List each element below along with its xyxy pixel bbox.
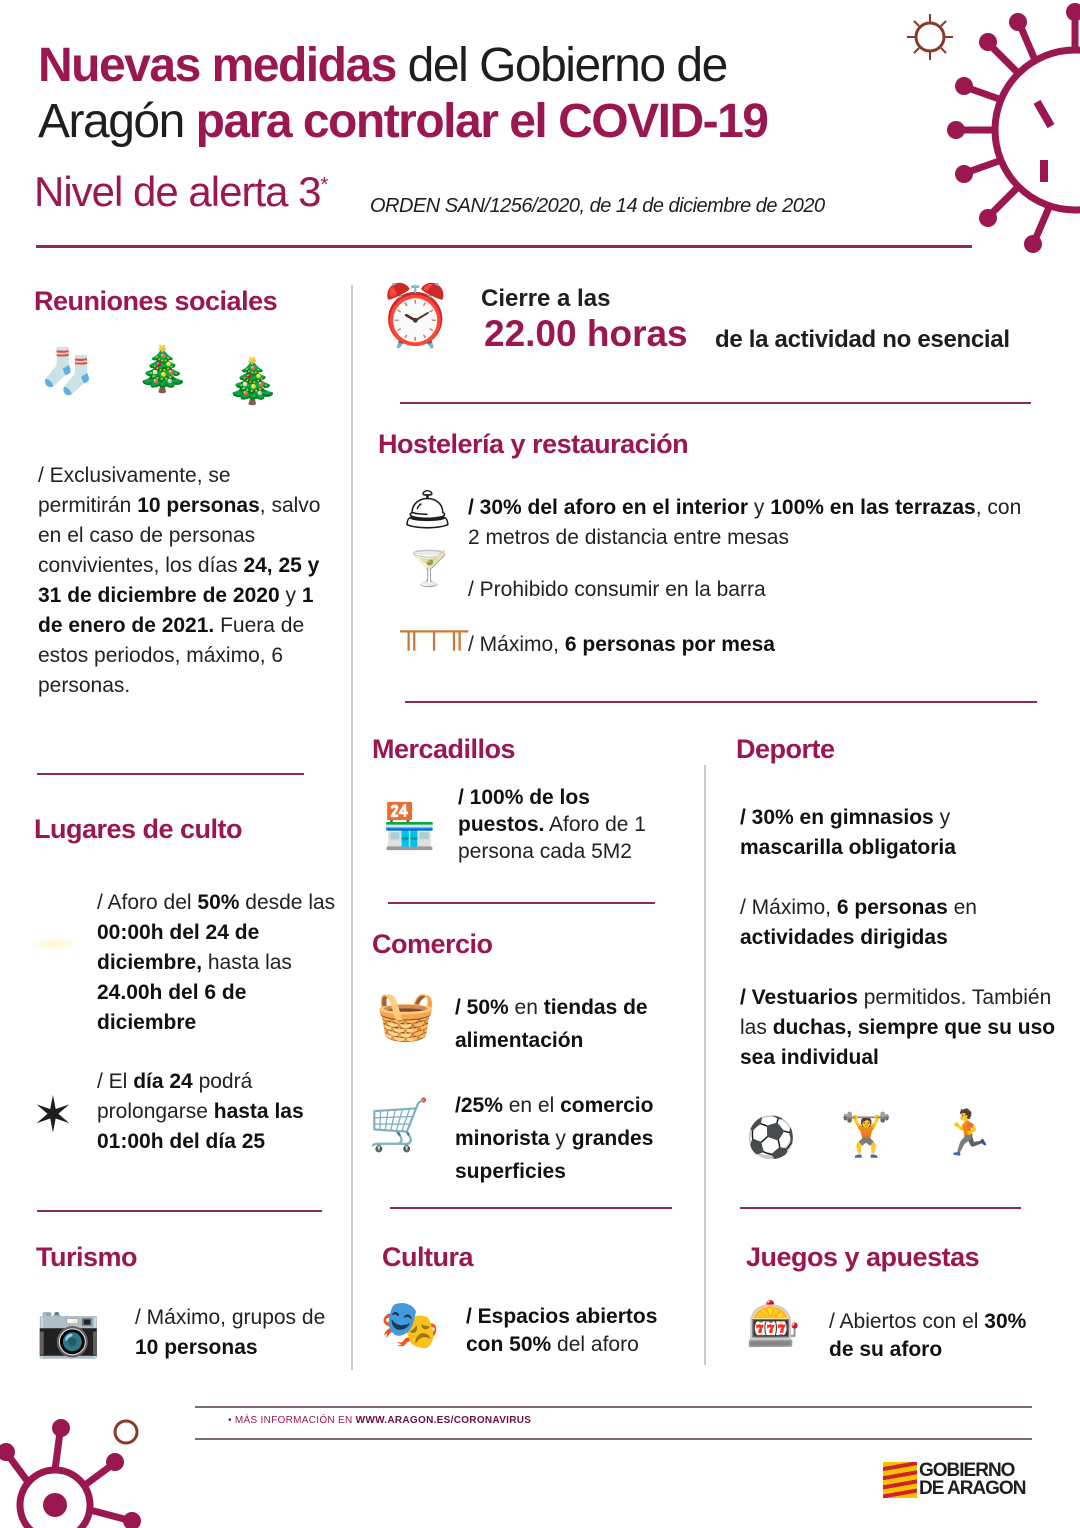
reuniones-text — [38, 461, 323, 701]
runner-icon: 🏃 — [940, 1109, 995, 1158]
cultura-text — [466, 1303, 696, 1359]
bold-text-segment: mascarilla obligatoria — [740, 836, 956, 859]
bold-text-segment: / 100% de los puestos. — [458, 786, 590, 836]
cocktail-icon: 🍸 — [408, 550, 451, 588]
section-heading-juegos: Juegos y apuestas — [746, 1242, 980, 1272]
bold-text-segment: grandes superficies — [455, 1127, 654, 1183]
order-reference: ORDEN SAN/1256/2020, de 14 de diciembre de 2020 — [370, 195, 825, 217]
sparkle-icon — [30, 938, 80, 950]
bold-text-segment: día 24 — [133, 1070, 193, 1093]
bold-text-segment: / Vestuarios — [740, 986, 858, 1009]
logo-line1: GOBIERNO — [919, 1460, 1015, 1481]
text-segment: / Máximo, — [740, 896, 837, 919]
turismo-text — [135, 1303, 335, 1363]
aragon-flag-icon — [883, 1462, 917, 1498]
bold-text-segment: / 50% — [455, 996, 509, 1019]
section-heading-comercio: Comercio — [372, 929, 493, 959]
market-stall-icon: 🏪 — [382, 802, 437, 851]
text-segment: / Abiertos con el — [829, 1310, 985, 1333]
text-segment: y — [549, 1127, 572, 1150]
text-segment: Fuera de estos periodos, máximo, 6 personas. — [38, 614, 305, 697]
divider — [388, 902, 655, 904]
text-segment: hasta las — [202, 951, 292, 974]
text-segment: desde las — [239, 891, 336, 914]
soccer-ball-icon: ⚽ — [746, 1116, 796, 1160]
divider — [195, 1406, 1032, 1408]
divider — [400, 402, 1031, 404]
alarm-clock-icon: ⏰ — [378, 282, 453, 349]
grocery-basket-icon: 🧺 — [376, 990, 436, 1043]
hosteleria-item — [468, 575, 1028, 605]
hosteleria-item — [468, 493, 1038, 553]
bold-text-segment: 24, 25 y 31 de diciembre de 2020 — [38, 554, 320, 607]
alert-level-text: Nivel de alerta 3 — [34, 168, 321, 215]
star-icon: ✶ — [32, 1087, 74, 1143]
closing-label: Cierre a las — [481, 285, 611, 312]
comercio-item — [455, 991, 695, 1057]
bold-text-segment: 1 de enero de 2021. — [38, 584, 314, 637]
deporte-item — [740, 983, 1060, 1073]
hosteleria-item — [468, 630, 1028, 660]
divider — [740, 1207, 1021, 1209]
divider — [37, 1210, 322, 1212]
bold-text-segment: / 30% en gimnasios — [740, 806, 934, 829]
closing-time: 22.00 horas — [484, 313, 688, 354]
bold-text-segment: 30% de su aforo — [829, 1310, 1027, 1361]
text-segment: en el — [502, 1094, 561, 1117]
alert-level — [34, 168, 327, 216]
bold-text-segment: 10 personas — [135, 1336, 258, 1359]
section-heading-reuniones: Reuniones sociales — [34, 286, 278, 316]
text-segment: , salvo en el caso de personas convivientes, los días — [38, 494, 321, 577]
text-segment: / Máximo, grupos de — [135, 1306, 326, 1329]
text-segment: del Gobierno de — [395, 39, 727, 92]
divider — [405, 701, 1037, 703]
deporte-item — [740, 893, 1040, 953]
bold-text-segment: 6 personas por mesa — [564, 633, 775, 656]
deporte-item — [740, 803, 1040, 863]
text-segment: podrá prolongarse — [97, 1070, 253, 1123]
text-segment: permitidos. También las — [740, 986, 1052, 1039]
more-info: • MÁS INFORMACIÓN EN WWW.ARAGON.ES/CORONAVIRUS — [228, 1415, 532, 1426]
bold-text-segment: 100% en las terrazas — [770, 496, 976, 519]
more-info-link[interactable]: WWW.ARAGON.ES/CORONAVIRUS — [355, 1415, 532, 1426]
divider — [195, 1438, 1032, 1440]
theater-masks-icon: 🎭 — [380, 1299, 440, 1352]
bold-text-segment: para controlar el COVID-19 — [195, 95, 768, 148]
column-divider — [351, 285, 353, 1370]
text-segment: y — [748, 496, 771, 519]
asterisk: * — [320, 174, 328, 196]
section-heading-deporte: Deporte — [736, 734, 835, 764]
cloche-icon: 🛎 — [402, 488, 453, 532]
text-segment: / Aforo del — [97, 891, 198, 914]
virus-icon — [0, 1410, 150, 1528]
comercio-item — [455, 1089, 700, 1188]
column-divider — [704, 765, 706, 1365]
text-segment: en — [508, 996, 544, 1019]
divider — [36, 245, 972, 248]
text-segment: , con 2 metros de distancia entre mesas — [468, 496, 1022, 549]
virus-icon — [940, 0, 1080, 260]
text-segment: / Prohibido consumir en la barra — [468, 578, 766, 601]
section-heading-turismo: Turismo — [36, 1242, 138, 1272]
bold-text-segment: duchas, siempre que su uso sea individual — [740, 1016, 1056, 1069]
more-info-label: MÁS INFORMACIÓN EN — [234, 1415, 356, 1426]
page-title — [38, 38, 767, 150]
bold-text-segment: 10 personas — [137, 494, 260, 517]
camera-icon: 📷 — [36, 1302, 101, 1360]
text-segment: Aragón — [38, 95, 196, 148]
closing-suffix: de la actividad no esencial — [715, 326, 1010, 353]
culto-item — [97, 888, 347, 1038]
text-segment: del aforo — [551, 1333, 639, 1356]
bold-text-segment: / Espacios abiertos con 50% — [466, 1305, 658, 1356]
text-segment: / El — [97, 1070, 134, 1093]
poker-chips-icon: 🎰 — [746, 1300, 801, 1349]
table-chairs-icon: ╥┬╥ — [400, 612, 469, 648]
section-heading-mercadillos: Mercadillos — [372, 734, 516, 764]
divider — [37, 773, 304, 775]
text-segment: y — [279, 584, 302, 607]
juegos-text — [829, 1308, 1029, 1364]
divider — [390, 1207, 672, 1209]
bold-text-segment: Nuevas medidas — [38, 39, 396, 92]
bold-text-segment: comercio minorista — [455, 1094, 654, 1150]
culto-item — [97, 1067, 337, 1157]
bold-text-segment: tiendas de alimentación — [455, 996, 648, 1052]
weightlifter-icon: 🏋 — [840, 1111, 893, 1158]
bold-text-segment: 6 personas — [836, 896, 948, 919]
bold-text-segment: /25% — [455, 1094, 503, 1117]
bold-text-segment: / 30% del aforo en el interior — [468, 496, 749, 519]
bold-text-segment: 00:00h del 24 de diciembre, — [97, 921, 260, 974]
christmas-tree-icon: 🎄 — [135, 345, 190, 394]
section-heading-cultura: Cultura — [382, 1242, 473, 1272]
bold-text-segment: hasta las 01:00h del día 25 — [97, 1100, 304, 1153]
small-virus-icon — [905, 12, 955, 62]
shopping-cart-icon: 🛒 — [368, 1097, 431, 1153]
logo-line2: DE ARAGON — [919, 1478, 1026, 1499]
christmas-stocking-icon: 🧦 — [40, 347, 95, 396]
text-segment: / Exclusivamente, se permitirán — [38, 464, 231, 517]
bold-text-segment: 24.00h del 6 de diciembre — [97, 981, 247, 1034]
bold-text-segment: 50% — [197, 891, 240, 914]
bold-text-segment: actividades dirigidas — [740, 926, 948, 949]
text-segment: en — [947, 896, 977, 919]
gobierno-aragon-logo — [883, 1462, 1025, 1498]
text-segment: / Máximo, — [468, 633, 565, 656]
section-heading-culto: Lugares de culto — [34, 814, 243, 844]
text-segment: Aforo de 1 persona cada 5M2 — [458, 813, 646, 863]
mercadillos-text — [458, 784, 673, 865]
text-segment: y — [933, 806, 951, 829]
section-heading-hosteleria: Hostelería y restauración — [378, 429, 689, 459]
christmas-ornaments-icon: 🎄 — [225, 357, 280, 406]
